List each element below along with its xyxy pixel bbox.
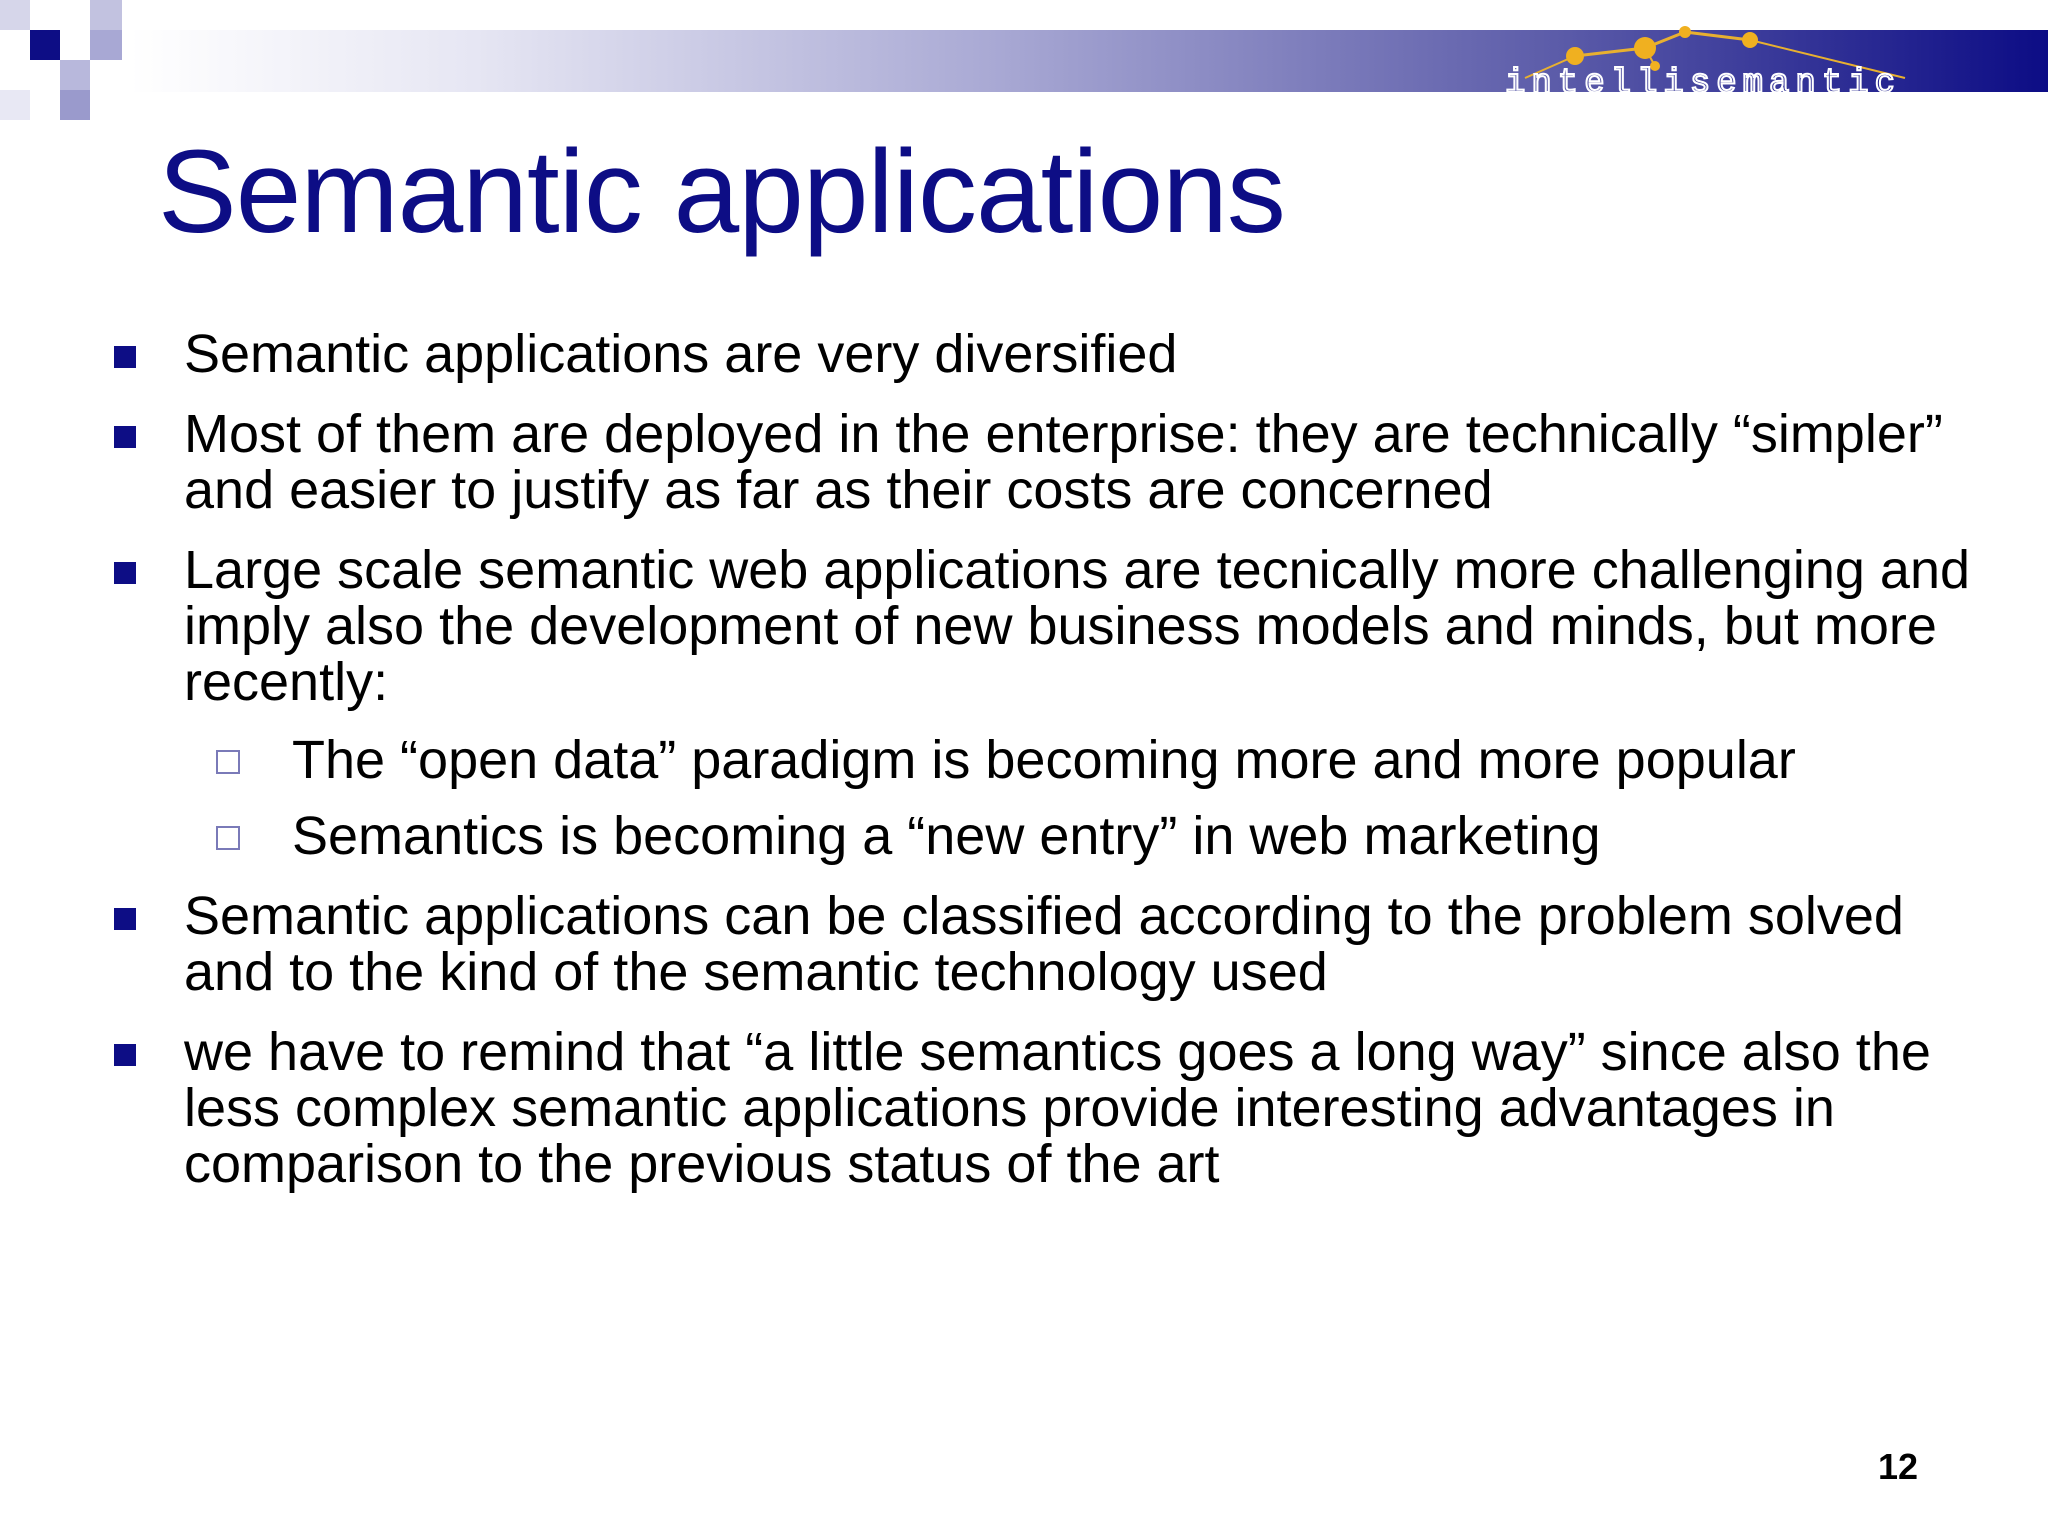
hollow-square-bullet-icon bbox=[216, 826, 240, 850]
decor-square bbox=[60, 90, 90, 120]
logo-text: intellisemantic bbox=[1505, 65, 1902, 98]
bullet-item bbox=[110, 1024, 1990, 1192]
sub-bullet-text: The “open data” paradigm is becoming more and more popular bbox=[292, 730, 1796, 790]
square-bullet-icon bbox=[114, 426, 136, 448]
bullet-text: we have to remind that “a little semantics goes a long way” since also the less complex semantic applications provide interesting advantages in comparison to the previous status of the art bbox=[184, 1022, 1931, 1194]
intellisemantic-logo bbox=[1505, 18, 1925, 98]
decor-square bbox=[60, 60, 90, 90]
bullet-text: Semantic applications are very diversified bbox=[184, 324, 1178, 384]
logo-graphic bbox=[1505, 18, 1925, 98]
bullet-text: Most of them are deployed in the enterprise: they are technically “simpler” and easier to justify as far as their costs are concerned bbox=[184, 404, 1943, 520]
bullet-item bbox=[110, 888, 1990, 1000]
bullet-item bbox=[110, 542, 1990, 864]
bullet-item bbox=[110, 406, 1990, 518]
sub-bullet-item bbox=[110, 732, 1990, 788]
decor-square bbox=[0, 0, 30, 30]
square-bullet-icon bbox=[114, 1044, 136, 1066]
decor-square bbox=[30, 30, 60, 60]
hollow-square-bullet-icon bbox=[216, 750, 240, 774]
decor-square bbox=[90, 0, 122, 30]
square-bullet-icon bbox=[114, 908, 136, 930]
decor-square bbox=[0, 90, 30, 120]
decor-square bbox=[90, 30, 122, 60]
bullet-text: Semantic applications can be classified according to the problem solved and to the kind of the semantic technology used bbox=[184, 886, 1904, 1002]
bullet-list bbox=[110, 326, 1990, 1216]
square-bullet-icon bbox=[114, 346, 136, 368]
sub-bullet-text: Semantics is becoming a “new entry” in web marketing bbox=[292, 806, 1601, 866]
bullet-item bbox=[110, 326, 1990, 382]
sub-bullet-item bbox=[110, 808, 1990, 864]
sub-bullet-list bbox=[184, 732, 1990, 864]
square-bullet-icon bbox=[114, 562, 136, 584]
page-number: 12 bbox=[1878, 1446, 1919, 1487]
bullet-text: Large scale semantic web applications are tecnically more challenging and imply also the development of new business models and minds, but more recently: bbox=[184, 540, 1971, 712]
page-title: Semantic applications bbox=[158, 126, 1285, 258]
